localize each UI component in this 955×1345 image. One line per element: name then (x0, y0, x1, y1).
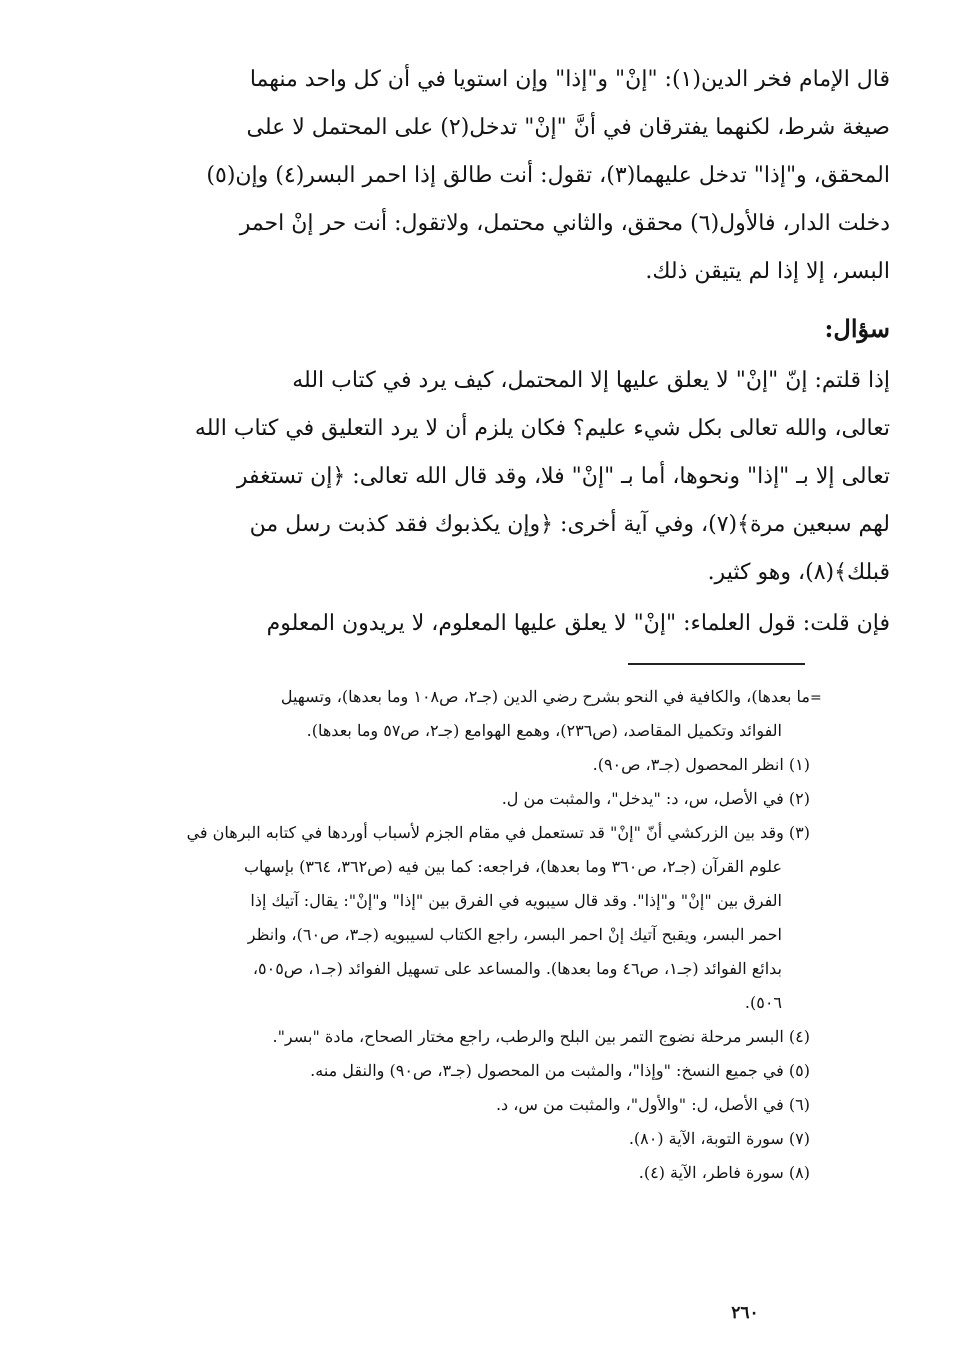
page-number: ٢٦٠ (731, 1303, 759, 1323)
text-line: المحقق، و"إذا" تدخل عليهما(٣)، تقول: أنت طالق إذا احمر البسر(٤) وإن(٥) (206, 163, 890, 188)
text-line: قال الإمام فخر الدين(١): "إنْ" و"إذا" وإن استويا في أن كل واحد منهما (249, 67, 890, 92)
footnote-line: علوم القرآن (جـ٢، ص٣٦٠ وما بعدها)، فراجعه: كما بين فيه (ص٣٦٢، ٣٦٤) بإسهاب (243, 857, 782, 876)
section-heading: سؤال: (824, 314, 890, 343)
continuation-marker: = (810, 690, 822, 706)
footnote-line: (٧) سورة التوبة، الآية (٨٠). (628, 1129, 810, 1148)
text-line: تعالى إلا بـ "إذا" ونحوها، أما بـ "إنْ" فلا، وقد قال الله تعالى: ﴿إن تستغفر (236, 464, 890, 489)
footnote-line: (٦) في الأصل، ل: "والأول"، والمثبت من س، د. (495, 1095, 810, 1114)
paragraph-2 (60, 357, 890, 597)
footnote-line: الفرق بين "إنْ" و"إذا". وقد قال سيبويه في الفرق بين "إذا" و"إنْ": يقال: آتيك إذا (250, 891, 782, 910)
text-line: صيغة شرط، لكنهما يفترقان في أنَّ "إنْ" تدخل(٢) على المحتمل لا على (246, 115, 890, 140)
text-line: فإن قلت: قول العلماء: "إنْ" لا يعلق عليها المعلوم، لا يريدون المعلوم (266, 611, 890, 636)
footnote-line: (٤) البسر مرحلة نضوج التمر بين البلح والرطب، راجع مختار الصحاح، مادة "بسر". (272, 1027, 810, 1046)
text-line: دخلت الدار، فالأول(٦) محقق، والثاني محتمل، ولاتقول: أنت حر إنْ احمر (239, 211, 890, 236)
text-line: إذا قلتم: إنّ "إنْ" لا يعلق عليها إلا المحتمل، كيف يرد في كتاب الله (292, 368, 890, 393)
section-heading-wrap (60, 305, 890, 353)
footnote-separator (628, 663, 805, 665)
footnotes (100, 680, 810, 1190)
paragraph-3 (60, 600, 890, 648)
footnote-line: ما بعدها)، والكافية في النحو بشرح رضي الدين (جـ٢، ص١٠٨ وما بعدها)، وتسهيل (280, 687, 810, 706)
footnote-line: احمر البسر، ويقبح آتيك إنْ احمر البسر، راجع الكتاب لسيبويه (جـ٣، ص٦٠)، وانظر (247, 925, 782, 944)
footnote-line: (٢) في الأصل، س، د: "يدخل"، والمثبت من ل. (501, 789, 810, 808)
text-line: قبلك﴾(٨)، وهو كثير. (707, 560, 890, 585)
text-line: لهم سبعين مرة﴾(٧)، وفي آية أخرى: ﴿وإن يكذبوك فقد كذبت رسل من (249, 512, 890, 537)
footnote-line: (٣) وقد بين الزركشي أنّ "إنْ" قد تستعمل في مقام الجزم لأسباب أوردها في كتابه البرهان في (186, 823, 810, 842)
footnote-line: ٥٠٦). (744, 993, 782, 1012)
footnote-line: بدائع الفوائد (جـ١، ص٤٦ وما بعدها). والمساعد على تسهيل الفوائد (جـ١، ص٥٠٥، (252, 959, 782, 978)
text-line: البسر، إلا إذا لم يتيقن ذلك. (645, 259, 890, 284)
text-line: تعالى، والله تعالى بكل شيء عليم؟ فكان يلزم أن لا يرد التعليق في كتاب الله (194, 416, 890, 441)
footnote-line: (٥) في جميع النسخ: "وإذا"، والمثبت من المحصول (جـ٣، ص٩٠) والنقل منه. (310, 1061, 810, 1080)
footnote-line: (٨) سورة فاطر، الآية (٤). (638, 1163, 810, 1182)
footnote-line: الفوائد وتكميل المقاصد، (ص٢٣٦)، وهمع الهوامع (جـ٢، ص٥٧ وما بعدها). (306, 721, 782, 740)
paragraph-1 (60, 56, 890, 296)
footnote-line: (١) انظر المحصول (جـ٣، ص٩٠). (592, 755, 810, 774)
